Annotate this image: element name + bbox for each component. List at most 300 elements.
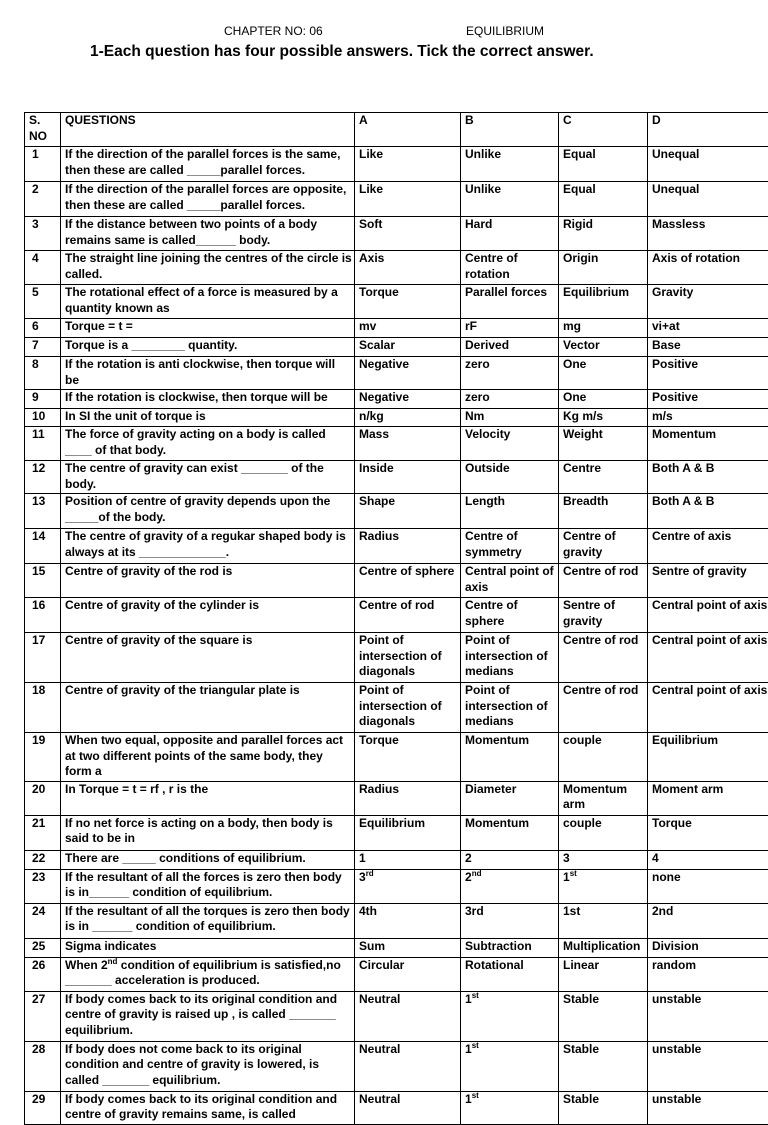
table-row	[25, 409, 768, 427]
option-c[interactable]	[559, 733, 648, 782]
question-number: 27	[25, 991, 61, 1041]
option-b-text: Centre of symmetry	[465, 529, 522, 559]
option-a[interactable]	[355, 869, 461, 903]
option-a-text: Torque	[359, 733, 399, 747]
option-c-text: Linear	[563, 958, 599, 972]
option-b-text: zero	[465, 390, 490, 404]
question-number: 6	[25, 319, 61, 338]
option-c[interactable]	[559, 357, 648, 390]
option-c[interactable]	[559, 781, 648, 815]
option-c[interactable]	[559, 285, 648, 319]
question-text	[61, 409, 355, 427]
option-d[interactable]	[648, 390, 768, 409]
option-a[interactable]	[355, 683, 461, 733]
question-text-body: Centre of gravity of the cylinder is	[65, 598, 259, 612]
option-b-text: Rotational	[465, 958, 524, 972]
question-text	[61, 390, 355, 409]
option-a-text: Like	[359, 147, 383, 161]
option-d[interactable]	[648, 409, 768, 427]
option-d[interactable]	[648, 182, 768, 217]
option-b[interactable]	[461, 733, 559, 782]
option-d[interactable]	[648, 564, 768, 598]
option-b[interactable]	[461, 633, 559, 683]
option-a[interactable]	[355, 957, 461, 991]
option-c[interactable]	[559, 869, 648, 903]
question-number: 25	[25, 938, 61, 957]
option-a-text: Like	[359, 182, 383, 196]
option-b-text: Hard	[465, 217, 492, 231]
option-b-text: Central point of axis	[465, 564, 554, 594]
question-text-body: The straight line joining the centres of the circle is called.	[65, 251, 352, 281]
option-a-text: 1	[359, 851, 366, 865]
header-option-a: A	[355, 113, 461, 147]
question-number: 23	[25, 869, 61, 903]
option-b-text: 2	[465, 851, 472, 865]
option-b[interactable]	[461, 182, 559, 217]
question-text-body: If the distance between two points of a body remains same is called______ body.	[65, 217, 317, 247]
option-d-text: Both A & B	[652, 494, 714, 508]
option-d[interactable]	[648, 598, 768, 633]
option-c[interactable]	[559, 957, 648, 991]
option-d[interactable]	[648, 461, 768, 494]
ordinal-suffix: nd	[108, 957, 118, 966]
option-c[interactable]	[559, 991, 648, 1041]
option-c[interactable]	[559, 903, 648, 938]
option-b-text: Subtraction	[465, 939, 532, 953]
option-d[interactable]	[648, 285, 768, 319]
option-a[interactable]	[355, 991, 461, 1041]
option-c[interactable]	[559, 1091, 648, 1124]
question-text-body: If body does not come back to its original condition and centre of gravity is lowered, is called _______ equilibrium.	[65, 1042, 319, 1087]
option-b-text: Outside	[465, 461, 510, 475]
question-text-body: If body comes back to its original condition and centre of gravity remains same, is called	[65, 1092, 337, 1122]
option-d-text: Central point of axis	[652, 633, 767, 647]
option-d[interactable]	[648, 683, 768, 733]
option-d-text: Both A & B	[652, 461, 714, 475]
question-text-body: Centre of gravity of the square is	[65, 633, 252, 647]
option-d[interactable]	[648, 147, 768, 182]
question-text	[61, 781, 355, 815]
option-d-text: Central point of axis	[652, 683, 767, 697]
option-c-text: One	[563, 390, 586, 404]
option-a[interactable]	[355, 733, 461, 782]
option-a[interactable]	[355, 1091, 461, 1124]
option-b-text: Centre of rotation	[465, 251, 518, 281]
option-a-text: n/kg	[359, 409, 384, 423]
option-b[interactable]	[461, 564, 559, 598]
question-number: 1	[25, 147, 61, 182]
option-a-text: Sum	[359, 939, 385, 953]
option-a-text: Equilibrium	[359, 816, 425, 830]
option-b[interactable]	[461, 683, 559, 733]
table-row	[25, 338, 768, 357]
option-a[interactable]	[355, 938, 461, 957]
option-b-text: Momentum	[465, 816, 529, 830]
question-number: 15	[25, 564, 61, 598]
option-c[interactable]	[559, 1041, 648, 1091]
option-d[interactable]	[648, 869, 768, 903]
option-b-text: Diameter	[465, 782, 516, 796]
option-b[interactable]	[461, 461, 559, 494]
question-text-body: Centre of gravity of the triangular plate is	[65, 683, 300, 697]
question-text	[61, 683, 355, 733]
header-questions: QUESTIONS	[61, 113, 355, 147]
option-b-text: 1	[465, 1042, 472, 1056]
question-number: 28	[25, 1041, 61, 1091]
option-b[interactable]	[461, 147, 559, 182]
question-number: 4	[25, 251, 61, 285]
table-row	[25, 427, 768, 461]
option-a-text: Mass	[359, 427, 389, 441]
option-d-text: unstable	[652, 1042, 701, 1056]
question-text-body: In Torque = t = rf , r is the	[65, 782, 208, 796]
option-b[interactable]	[461, 357, 559, 390]
option-c[interactable]	[559, 938, 648, 957]
option-d[interactable]	[648, 903, 768, 938]
option-b-text: Unlike	[465, 147, 501, 161]
question-number: 18	[25, 683, 61, 733]
table-row	[25, 285, 768, 319]
option-a-text: Neutral	[359, 1092, 400, 1106]
option-b[interactable]	[461, 1041, 559, 1091]
option-b-text: 2	[465, 870, 472, 884]
option-b[interactable]	[461, 869, 559, 903]
option-b[interactable]	[461, 598, 559, 633]
option-d[interactable]	[648, 529, 768, 564]
table-row	[25, 903, 768, 938]
question-text-body: If the resultant of all the forces is zero then body is in______ condition of equilibrium.	[65, 870, 342, 900]
option-a-text: Shape	[359, 494, 395, 508]
option-d-text: 4	[652, 851, 659, 865]
option-a-text: Centre of sphere	[359, 564, 454, 578]
question-text	[61, 319, 355, 338]
question-text	[61, 869, 355, 903]
question-text	[61, 903, 355, 938]
question-number: 9	[25, 390, 61, 409]
question-text	[61, 598, 355, 633]
option-a[interactable]	[355, 903, 461, 938]
option-b[interactable]	[461, 217, 559, 251]
option-d-text: Positive	[652, 390, 698, 404]
option-c[interactable]	[559, 409, 648, 427]
question-text	[61, 182, 355, 217]
option-b[interactable]	[461, 390, 559, 409]
option-a-text: Negative	[359, 390, 409, 404]
option-a[interactable]	[355, 319, 461, 338]
option-c[interactable]	[559, 529, 648, 564]
ordinal-suffix: st	[472, 1041, 479, 1050]
option-a-text: Radius	[359, 529, 399, 543]
option-b-text: Point of intersection of medians	[465, 683, 548, 728]
option-d[interactable]	[648, 781, 768, 815]
question-number: 5	[25, 285, 61, 319]
option-a[interactable]	[355, 815, 461, 850]
option-c[interactable]	[559, 319, 648, 338]
option-d-text: Equilibrium	[652, 733, 718, 747]
option-a-text: Neutral	[359, 992, 400, 1006]
question-text	[61, 633, 355, 683]
option-b[interactable]	[461, 1091, 559, 1124]
option-a[interactable]	[355, 529, 461, 564]
option-c-text: Momentum arm	[563, 782, 627, 812]
question-text	[61, 850, 355, 869]
option-c[interactable]	[559, 815, 648, 850]
option-c[interactable]	[559, 251, 648, 285]
table-row	[25, 182, 768, 217]
option-c-text: mg	[563, 319, 581, 333]
option-c-text: 1st	[563, 904, 580, 918]
option-c[interactable]	[559, 147, 648, 182]
option-d[interactable]	[648, 957, 768, 991]
option-c[interactable]	[559, 390, 648, 409]
option-a-text: Soft	[359, 217, 382, 231]
question-number: 16	[25, 598, 61, 633]
question-number: 11	[25, 427, 61, 461]
question-number: 10	[25, 409, 61, 427]
table-row	[25, 683, 768, 733]
option-d[interactable]	[648, 357, 768, 390]
option-d[interactable]	[648, 991, 768, 1041]
option-c[interactable]	[559, 427, 648, 461]
option-d-text: Base	[652, 338, 681, 352]
option-d[interactable]	[648, 251, 768, 285]
option-b[interactable]	[461, 494, 559, 529]
option-d[interactable]	[648, 938, 768, 957]
option-b[interactable]	[461, 815, 559, 850]
option-d[interactable]	[648, 815, 768, 850]
option-b[interactable]	[461, 409, 559, 427]
option-d[interactable]	[648, 733, 768, 782]
table-row	[25, 957, 768, 991]
option-c[interactable]	[559, 683, 648, 733]
option-d-text: Division	[652, 939, 699, 953]
question-text-body: If the direction of the parallel forces is the same, then these are called _____parallel forces.	[65, 147, 340, 177]
option-c-text: Multiplication	[563, 939, 640, 953]
option-c-text: Stable	[563, 992, 599, 1006]
option-d[interactable]	[648, 338, 768, 357]
option-c[interactable]	[559, 598, 648, 633]
option-a-text: Neutral	[359, 1042, 400, 1056]
option-a-text: 3	[359, 870, 366, 884]
option-c-text: Kg m/s	[563, 409, 603, 423]
question-text	[61, 1091, 355, 1124]
question-text-body: If the rotation is anti clockwise, then torque will be	[65, 357, 335, 387]
question-number: 19	[25, 733, 61, 782]
question-text-body: Centre of gravity of the rod is	[65, 564, 232, 578]
question-text	[61, 427, 355, 461]
option-a-text: Axis	[359, 251, 384, 265]
option-d-text: Gravity	[652, 285, 693, 299]
question-text-body: There are _____ conditions of equilibrium.	[65, 851, 306, 865]
option-a[interactable]	[355, 494, 461, 529]
option-c[interactable]	[559, 182, 648, 217]
option-c-text: Equal	[563, 147, 596, 161]
option-b[interactable]	[461, 903, 559, 938]
table-row	[25, 781, 768, 815]
option-a-text: Inside	[359, 461, 394, 475]
option-c-text: couple	[563, 816, 602, 830]
table-row	[25, 251, 768, 285]
option-d-text: m/s	[652, 409, 673, 423]
question-text-body: Torque is a ________ quantity.	[65, 338, 237, 352]
table-row	[25, 564, 768, 598]
table-row	[25, 494, 768, 529]
question-text-body: In SI the unit of torque is	[65, 409, 206, 423]
option-d-text: unstable	[652, 1092, 701, 1106]
option-c[interactable]	[559, 633, 648, 683]
question-text-body: Position of centre of gravity depends upon the _____of the body.	[65, 494, 330, 524]
question-text-body: If the rotation is clockwise, then torque will be	[65, 390, 328, 404]
question-text	[61, 285, 355, 319]
option-d[interactable]	[648, 1091, 768, 1124]
option-c-text: Sentre of gravity	[563, 598, 615, 628]
option-b[interactable]	[461, 251, 559, 285]
option-d[interactable]	[648, 427, 768, 461]
question-number: 26	[25, 957, 61, 991]
option-a-text: Point of intersection of diagonals	[359, 633, 442, 678]
question-number: 14	[25, 529, 61, 564]
option-b-text: Centre of sphere	[465, 598, 518, 628]
question-text-body: The centre of gravity of a regukar shaped body is always at its _____________.	[65, 529, 346, 559]
option-a[interactable]	[355, 217, 461, 251]
option-d-text: Axis of rotation	[652, 251, 740, 265]
option-a[interactable]	[355, 338, 461, 357]
table-row	[25, 529, 768, 564]
option-b[interactable]	[461, 938, 559, 957]
question-text	[61, 338, 355, 357]
option-a-text: 4th	[359, 904, 377, 918]
option-d[interactable]	[648, 1041, 768, 1091]
option-d[interactable]	[648, 633, 768, 683]
option-a[interactable]	[355, 182, 461, 217]
option-b[interactable]	[461, 427, 559, 461]
option-b[interactable]	[461, 338, 559, 357]
option-a[interactable]	[355, 564, 461, 598]
ordinal-suffix: st	[570, 869, 577, 878]
question-text	[61, 147, 355, 182]
option-c[interactable]	[559, 850, 648, 869]
table-row	[25, 815, 768, 850]
option-d[interactable]	[648, 494, 768, 529]
option-b-text: rF	[465, 319, 477, 333]
option-d-text: none	[652, 870, 681, 884]
option-d[interactable]	[648, 217, 768, 251]
option-a[interactable]	[355, 285, 461, 319]
question-text	[61, 733, 355, 782]
option-b-text: Length	[465, 494, 505, 508]
option-d-text: Massless	[652, 217, 705, 231]
option-a[interactable]	[355, 409, 461, 427]
option-a[interactable]	[355, 427, 461, 461]
option-a[interactable]	[355, 633, 461, 683]
option-b-text: Derived	[465, 338, 509, 352]
option-c[interactable]	[559, 461, 648, 494]
option-b[interactable]	[461, 850, 559, 869]
table-row	[25, 850, 768, 869]
question-number: 17	[25, 633, 61, 683]
option-c-text: One	[563, 357, 586, 371]
option-c-text: 3	[563, 851, 570, 865]
option-a[interactable]	[355, 147, 461, 182]
option-b[interactable]	[461, 319, 559, 338]
table-row	[25, 1091, 768, 1124]
question-text-body: condition of equilibrium is satisfied,no _______ acceleration is produced.	[65, 958, 341, 988]
table-row	[25, 869, 768, 903]
option-b[interactable]	[461, 991, 559, 1041]
option-a[interactable]	[355, 1041, 461, 1091]
option-b-text: zero	[465, 357, 490, 371]
option-a[interactable]	[355, 390, 461, 409]
option-c-text: Centre of gravity	[563, 529, 616, 559]
question-text	[61, 461, 355, 494]
option-a[interactable]	[355, 357, 461, 390]
question-number: 3	[25, 217, 61, 251]
table-row	[25, 991, 768, 1041]
question-number: 13	[25, 494, 61, 529]
question-number: 2	[25, 182, 61, 217]
option-c-text: Centre of rod	[563, 633, 638, 647]
option-b[interactable]	[461, 285, 559, 319]
option-a-text: Negative	[359, 357, 409, 371]
option-c-text: Centre of rod	[563, 564, 638, 578]
question-text-body: If body comes back to its original condition and centre of gravity is raised up , is called _______ equilibrium.	[65, 992, 337, 1037]
option-c[interactable]	[559, 217, 648, 251]
option-d[interactable]	[648, 319, 768, 338]
option-b[interactable]	[461, 957, 559, 991]
question-text-body: The force of gravity acting on a body is called ____ of that body.	[65, 427, 326, 457]
option-d-text: Centre of axis	[652, 529, 731, 543]
option-a-text: Scalar	[359, 338, 395, 352]
option-a-text: Centre of rod	[359, 598, 434, 612]
option-c[interactable]	[559, 564, 648, 598]
option-c-text: couple	[563, 733, 602, 747]
option-c[interactable]	[559, 494, 648, 529]
option-c-text: 1	[563, 870, 570, 884]
option-c-text: Stable	[563, 1092, 599, 1106]
option-b[interactable]	[461, 781, 559, 815]
table-row	[25, 390, 768, 409]
option-a[interactable]	[355, 461, 461, 494]
option-d-text: Unequal	[652, 182, 699, 196]
table-row	[25, 319, 768, 338]
header-option-d: D	[648, 113, 768, 147]
option-a-text: Circular	[359, 958, 404, 972]
option-b-text: Parallel forces	[465, 285, 547, 299]
question-text	[61, 938, 355, 957]
option-c-text: Weight	[563, 427, 603, 441]
option-a-text: Radius	[359, 782, 399, 796]
option-c[interactable]	[559, 338, 648, 357]
question-text	[61, 251, 355, 285]
option-a[interactable]	[355, 251, 461, 285]
option-c-text: Centre	[563, 461, 601, 475]
option-d-text: unstable	[652, 992, 701, 1006]
option-a[interactable]	[355, 598, 461, 633]
table-row	[25, 461, 768, 494]
option-d[interactable]	[648, 850, 768, 869]
instruction-text: 1-Each question has four possible answers. Tick the correct answer.	[90, 43, 594, 61]
option-b-text: Velocity	[465, 427, 510, 441]
question-text	[61, 564, 355, 598]
option-c-text: Vector	[563, 338, 600, 352]
option-b[interactable]	[461, 529, 559, 564]
question-text	[61, 957, 355, 991]
table-row	[25, 1041, 768, 1091]
option-a[interactable]	[355, 850, 461, 869]
option-a[interactable]	[355, 781, 461, 815]
option-d-text: Moment arm	[652, 782, 723, 796]
option-b-text: 3rd	[465, 904, 484, 918]
